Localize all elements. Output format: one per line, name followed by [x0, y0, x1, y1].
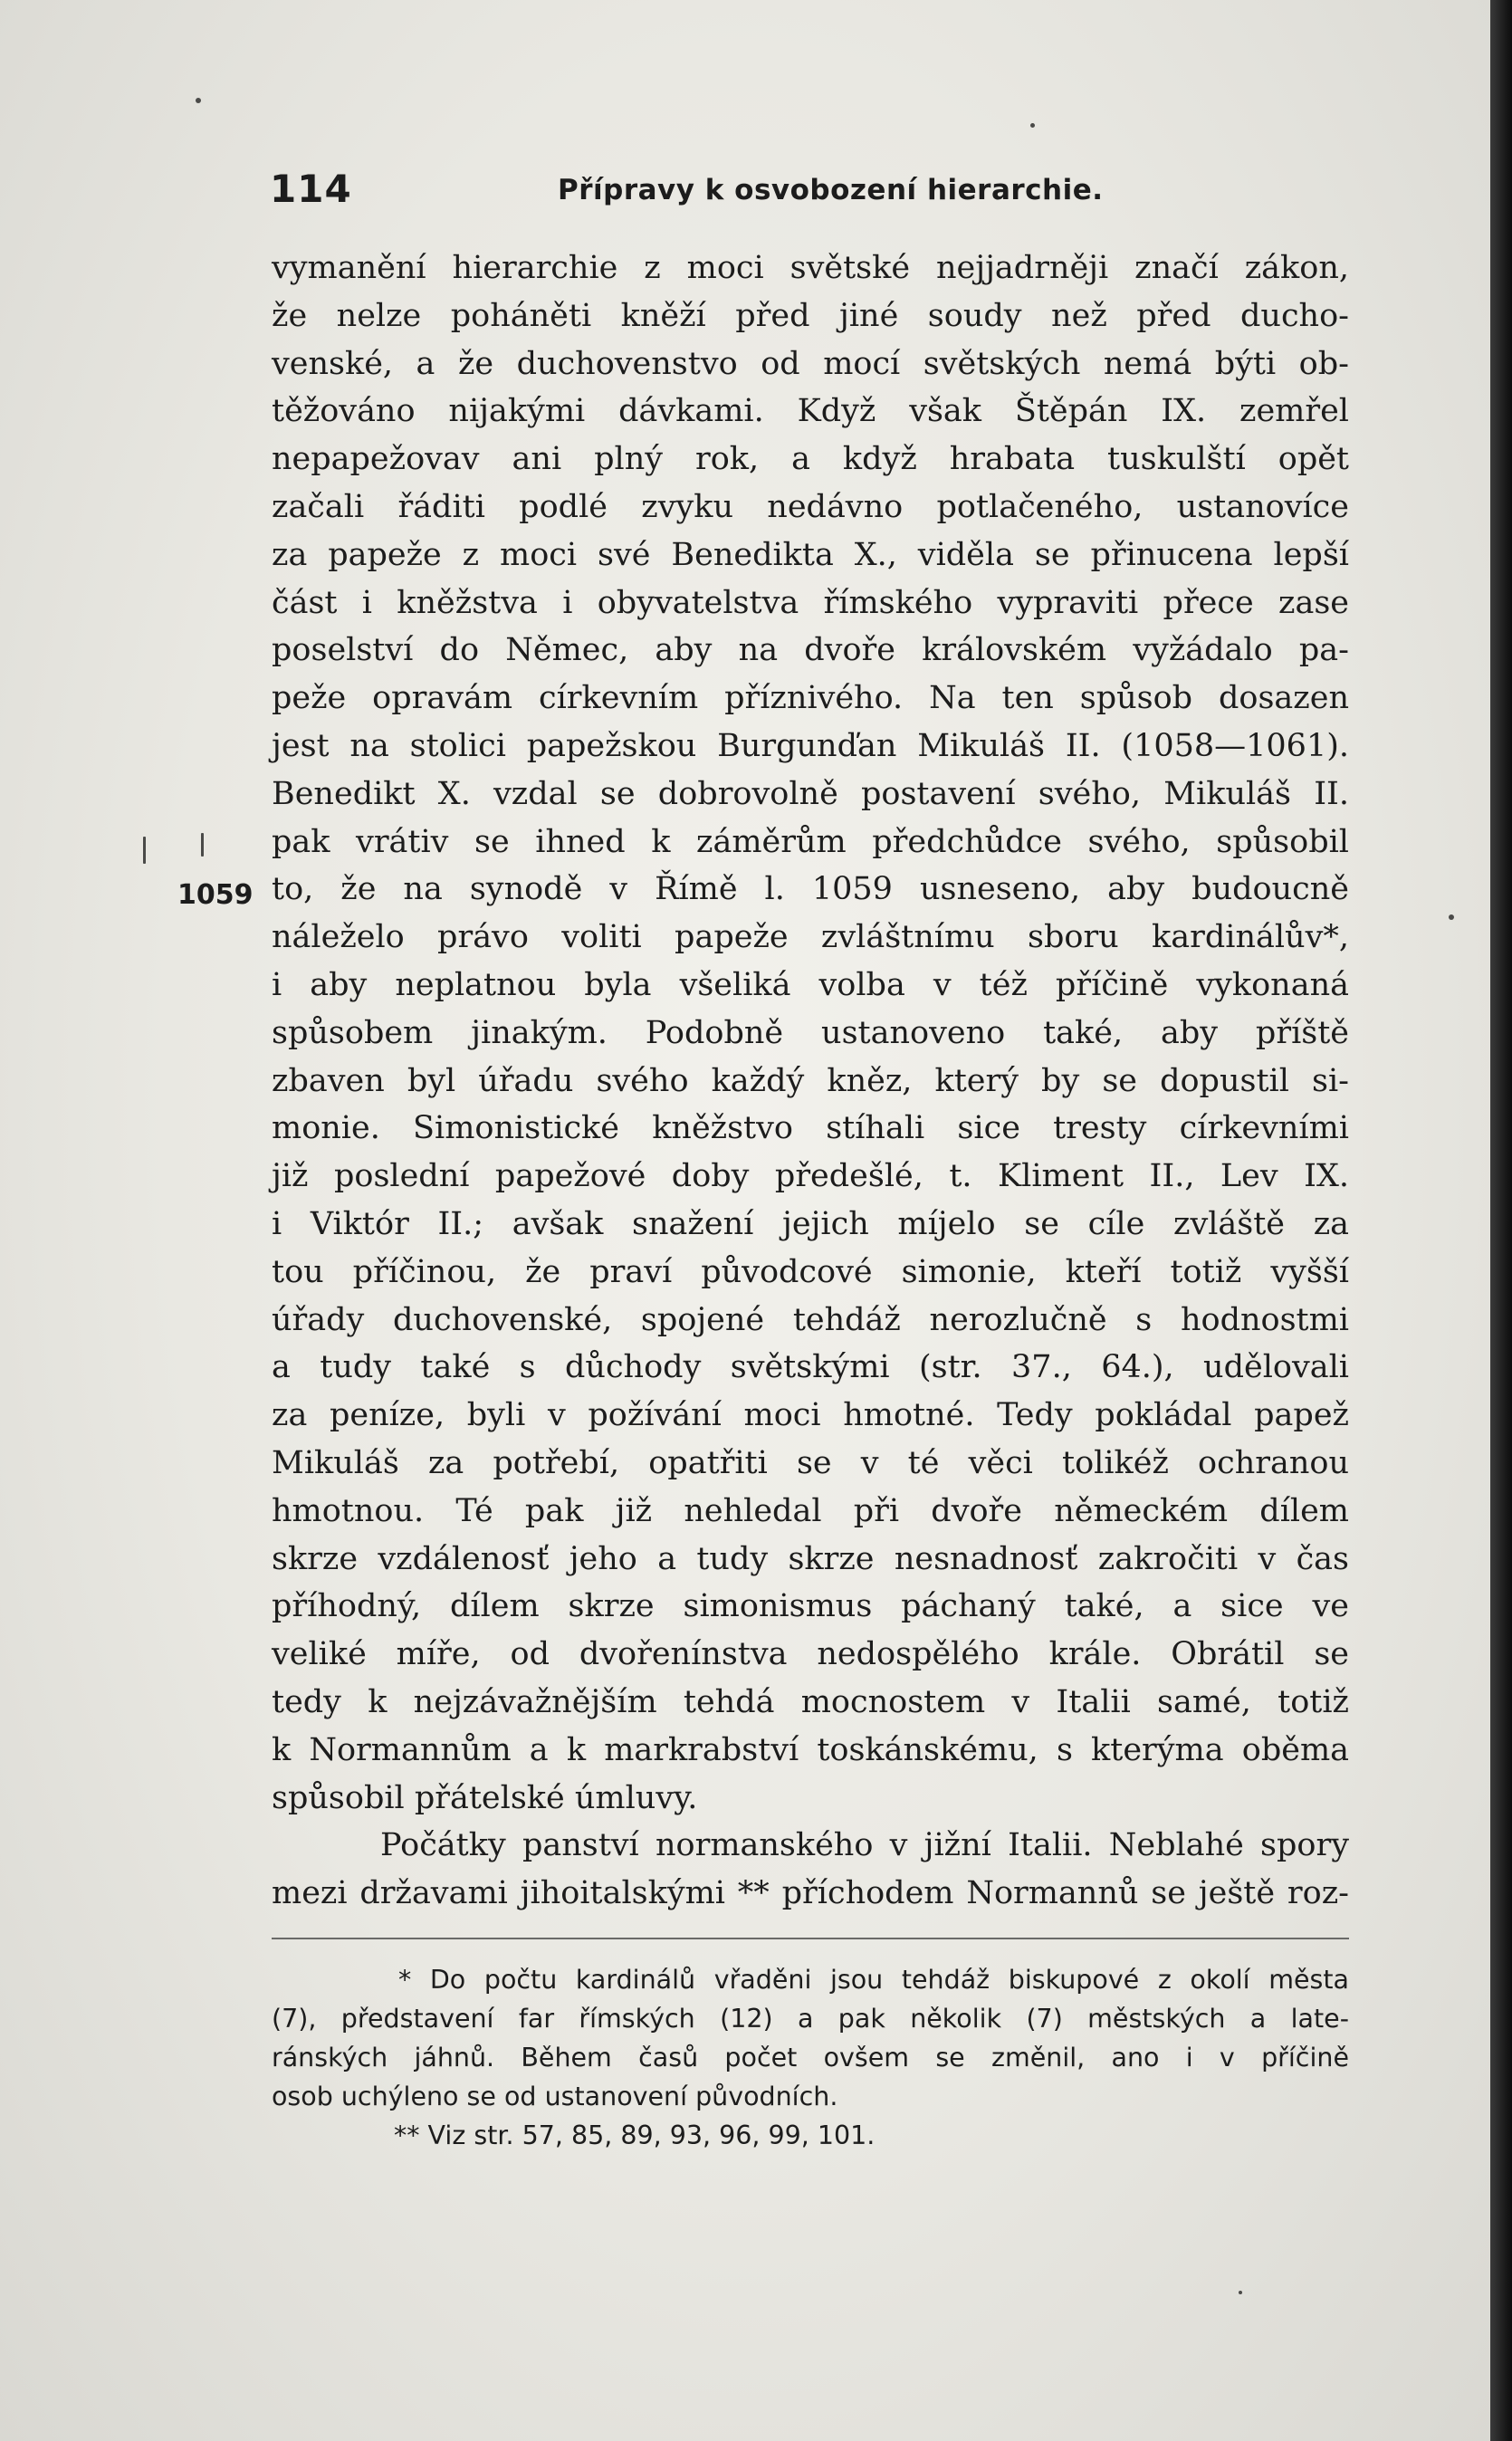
- footnotes: [272, 1960, 1349, 2155]
- running-head: [270, 167, 1356, 221]
- footnote-line: ** Viz str. 57, 85, 89, 93, 96, 99, 101.: [394, 2120, 876, 2150]
- text-line: část i kněžstva i obyvatelstva římského vypraviti přece zase: [272, 584, 1349, 621]
- text-line: zbaven byl úřadu svého každý kněz, který by se dopustil si-: [272, 1062, 1349, 1099]
- scan-speck: [1030, 123, 1035, 128]
- footnote-rule: [272, 1938, 1349, 1939]
- text-line: k Normannům a k markrabství toskánskému, s kterýma oběma: [272, 1731, 1349, 1768]
- text-line: to, že na synodě v Římě l. 1059 usneseno, aby budoucně: [272, 871, 1349, 908]
- text-line: monie. Simonistické kněžstvo stíhali sice tresty církevními: [272, 1110, 1349, 1147]
- text-line: tou příčinou, že praví původcové simonie, kteří totiž vyšší: [272, 1253, 1349, 1290]
- text-line: veliké míře, od dvořenínstva nedospělého krále. Obrátil se: [272, 1636, 1349, 1673]
- text-line: venské, a že duchovenstvo od mocí světských nemá býti ob-: [272, 345, 1349, 382]
- text-line: i Viktór II.; avšak snažení jejich míjelo se cíle zvláště za: [272, 1205, 1349, 1242]
- text-line: úřady duchovenské, spojené tehdáž nerozlučně s hodnostmi: [272, 1301, 1349, 1338]
- text-line: mezi državami jihoitalskými ** příchodem Normannů se ještě roz-: [272, 1875, 1349, 1912]
- text-line: příhodný, dílem skrze simonismus páchaný také, a sice ve: [272, 1588, 1349, 1625]
- text-line: nepapežovav ani plný rok, a když hrabata tuskulští opět: [272, 441, 1349, 478]
- section-heading-line: Počátky panství normanského v jižní Italii. Neblahé spory: [380, 1827, 1349, 1864]
- text-line: Benedikt X. vzdal se dobrovolně postavení svého, Mikuláš II.: [272, 775, 1349, 812]
- text-line: za peníze, byli v požívání moci hmotné. Tedy pokládal papež: [272, 1397, 1349, 1434]
- scan-speck: [201, 833, 204, 857]
- text-line: již poslední papežové doby předešlé, t. Kliment II., Lev IX.: [272, 1158, 1349, 1195]
- page-number: 114: [270, 167, 352, 211]
- footnote-line: ránských jáhnů. Během časů počet ovšem se změnil, ano i v příčině: [272, 2043, 1349, 2072]
- scan-speck: [1239, 2291, 1242, 2294]
- text-line: jest na stolici papežskou Burgunďan Mikuláš II. (1058—1061).: [272, 727, 1349, 764]
- text-line: Mikuláš za potřebí, opatřiti se v té věci tolikéž ochranou: [272, 1444, 1349, 1481]
- text-line: těžováno nijakými dávkami. Když však Štěpán IX. zemřel: [272, 393, 1349, 430]
- text-line: poselství do Němec, aby na dvoře královském vyžádalo pa-: [272, 632, 1349, 669]
- running-title: Přípravy k osvobození hierarchie.: [558, 174, 1104, 206]
- scan-speck: [143, 837, 146, 864]
- text-line: pak vrátiv se ihned k záměrům předchůdce svého, spůsobil: [272, 823, 1349, 860]
- text-line: vymanění hierarchie z moci světské nejjadrněji značí zákon,: [272, 250, 1349, 286]
- text-line: i aby neplatnou byla všeliká volba v též příčině vykonaná: [272, 966, 1349, 1003]
- text-line: začali řáditi podlé zvyku nedávno potlačeného, ustanovíce: [272, 488, 1349, 525]
- text-line: za papeže z moci své Benedikta X., viděla se přinucena lepší: [272, 536, 1349, 573]
- body-text: [272, 244, 1349, 1918]
- text-line: hmotnou. Té pak již nehledal při dvoře německém dílem: [272, 1492, 1349, 1529]
- scan-speck: [1449, 914, 1454, 920]
- text-line: a tudy také s důchody světskými (str. 37., 64.), udělovali: [272, 1349, 1349, 1386]
- text-line: spůsobil přátelské úmluvy.: [272, 1779, 698, 1816]
- text-line: spůsobem jinakým. Podobně ustanoveno také, aby příště: [272, 1014, 1349, 1051]
- text-line: tedy k nejzávažnějším tehdá mocnostem v Italii samé, totiž: [272, 1683, 1349, 1720]
- footnote-line: (7), představení far římských (12) a pak několik (7) městských a late-: [272, 2004, 1349, 2034]
- margin-year-note: 1059: [177, 879, 254, 911]
- footnote-line: osob uchýleno se od ustanovení původních.: [272, 2082, 838, 2111]
- scan-speck: [196, 98, 201, 103]
- text-line: skrze vzdálenosť jeho a tudy skrze nesnadnosť zakročiti v čas: [272, 1540, 1349, 1577]
- text-line: peže opravám církevním příznivého. Na ten spůsob dosazen: [272, 680, 1349, 717]
- text-line: náleželo právo voliti papeže zvláštnímu sboru kardinálův*,: [272, 919, 1349, 956]
- scan-border: [1490, 0, 1512, 2441]
- text-line: že nelze poháněti kněží před jiné soudy než před ducho-: [272, 297, 1349, 334]
- footnote-line: * Do počtu kardinálů vřaděni jsou tehdáž biskupové z okolí města: [398, 1965, 1349, 1995]
